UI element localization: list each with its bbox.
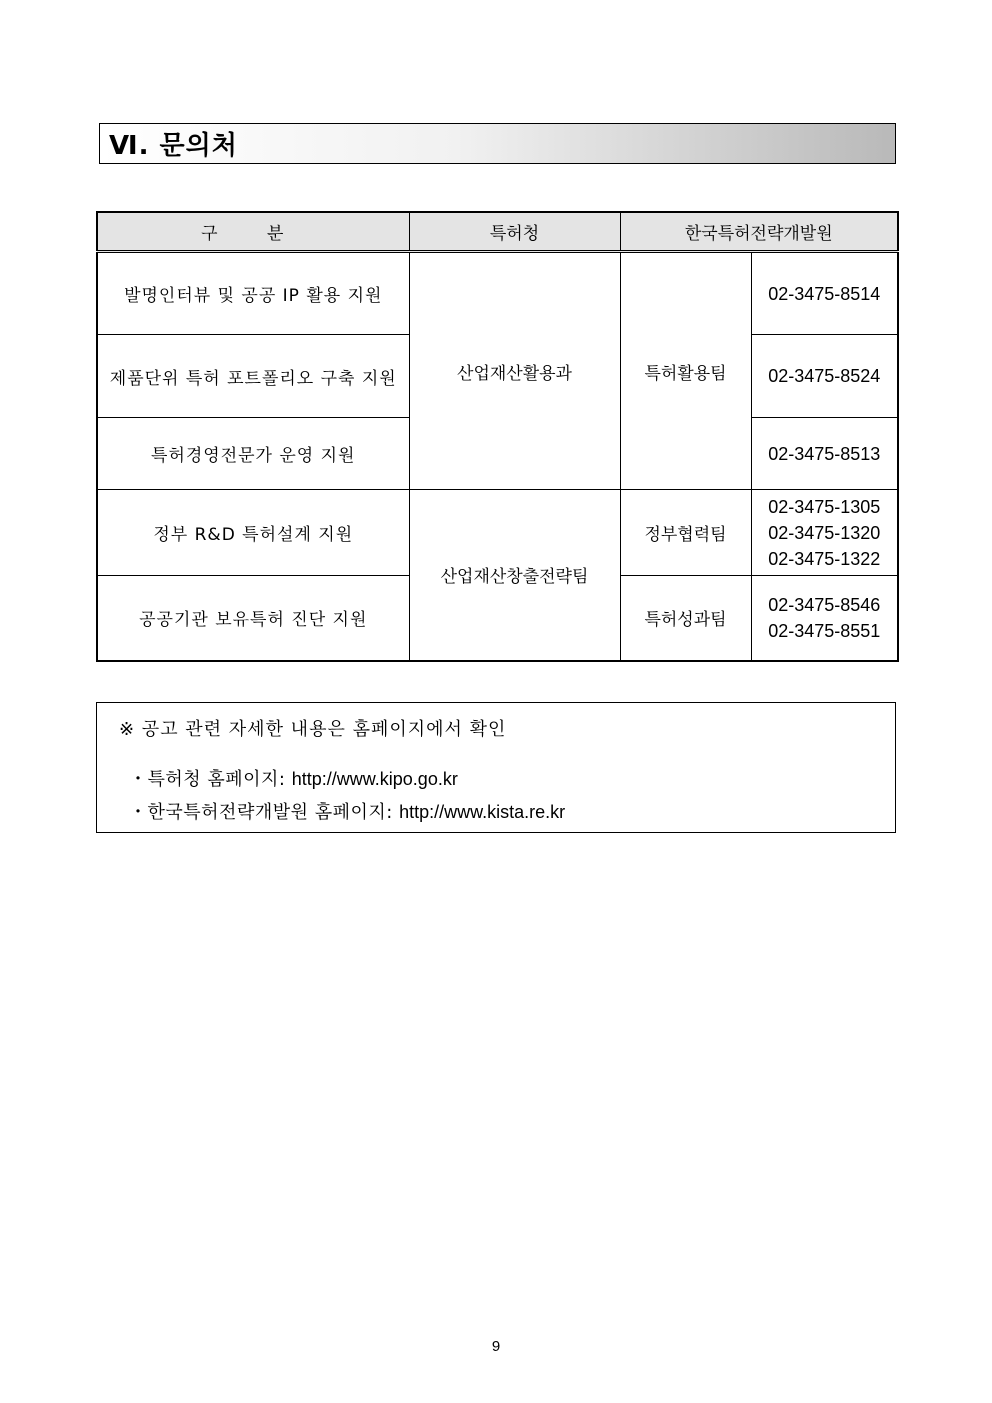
kista-link-label: ・한국특허전략개발원 홈페이지: bbox=[129, 802, 393, 823]
kipo-dept-cell: 산업재산창출전략팀 bbox=[409, 490, 620, 661]
phone-cell bbox=[751, 490, 898, 576]
category-cell: 제품단위 특허 포트폴리오 구축 지원 bbox=[97, 335, 409, 418]
phone-cell bbox=[751, 335, 898, 418]
phone-cell bbox=[751, 252, 898, 335]
contact-table bbox=[96, 211, 899, 662]
phone-cell bbox=[751, 576, 898, 661]
phone-cell bbox=[751, 418, 898, 490]
table-row bbox=[97, 252, 898, 335]
kista-team-cell: 특허활용팀 bbox=[620, 252, 751, 490]
category-cell: 특허경영전문가 운영 지원 bbox=[97, 418, 409, 490]
phone-number: 02-3475-8551 bbox=[768, 620, 881, 641]
kipo-link-label: ・특허청 홈페이지: bbox=[129, 769, 286, 790]
note-heading: ※ 공고 관련 자세한 내용은 홈페이지에서 확인 bbox=[119, 719, 507, 740]
header-kipo: 특허청 bbox=[409, 212, 620, 252]
phone-number: 02-3475-8524 bbox=[768, 366, 881, 386]
kipo-link-line bbox=[129, 765, 458, 791]
kista-team-cell: 특허성과팀 bbox=[620, 576, 751, 661]
kipo-dept-cell: 산업재산활용과 bbox=[409, 252, 620, 490]
category-cell: 정부 R&D 특허설계 지원 bbox=[97, 490, 409, 576]
table-row bbox=[97, 490, 898, 576]
kista-link-line bbox=[129, 798, 565, 824]
category-cell: 공공기관 보유특허 진단 지원 bbox=[97, 576, 409, 661]
phone-number: 02-3475-1305 bbox=[768, 496, 881, 517]
phone-number: 02-3475-8513 bbox=[768, 443, 881, 464]
phone-number: 02-3475-1320 bbox=[768, 522, 881, 543]
header-kista: 한국특허전략개발원 bbox=[620, 212, 898, 252]
phone-number: 02-3475-8514 bbox=[768, 283, 881, 304]
page-number: 9 bbox=[491, 1338, 501, 1355]
kipo-link[interactable]: http://www.kipo.go.kr bbox=[291, 769, 458, 789]
phone-number: 02-3475-8546 bbox=[768, 594, 881, 615]
section-title bbox=[99, 123, 896, 164]
category-cell: 발명인터뷰 및 공공 IP 활용 지원 bbox=[97, 252, 409, 335]
kista-team-cell: 정부협력팀 bbox=[620, 490, 751, 576]
header-category: 구 분 bbox=[97, 212, 409, 252]
phone-number: 02-3475-1322 bbox=[768, 548, 881, 569]
section-title-text: Ⅵ. 문의처 bbox=[109, 131, 238, 161]
table-header-row bbox=[97, 212, 898, 252]
kista-link[interactable]: http://www.kista.re.kr bbox=[399, 802, 566, 822]
note-box bbox=[96, 702, 896, 833]
